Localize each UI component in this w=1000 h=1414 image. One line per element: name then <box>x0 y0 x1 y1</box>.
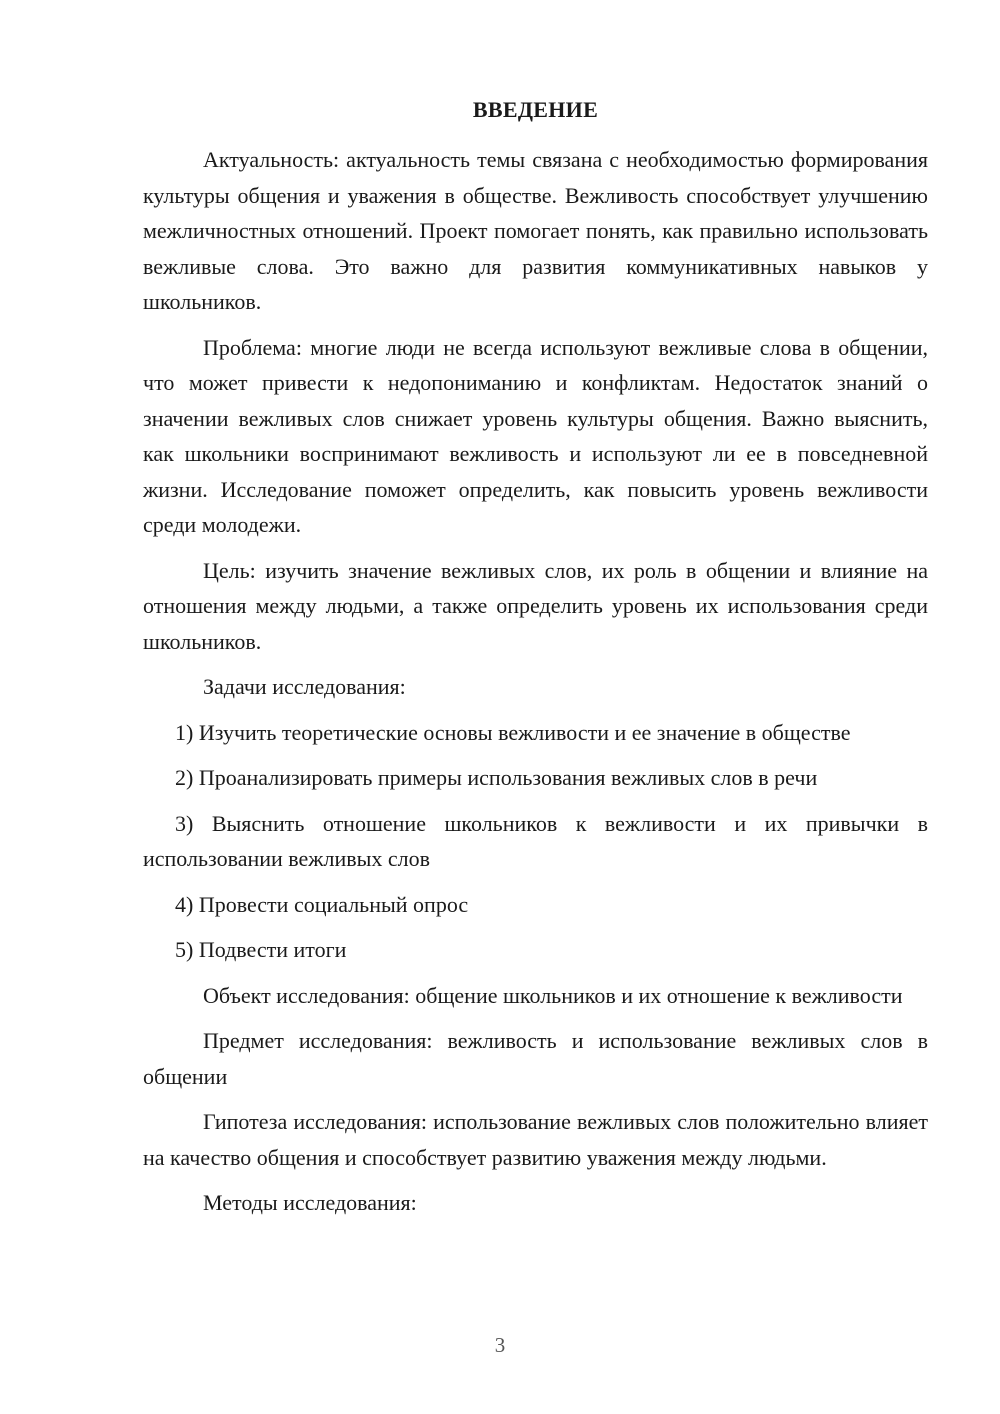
object-paragraph: Объект исследования: общение школьников и их отношение к вежливости <box>203 982 903 1008</box>
page-number: 3 <box>494 1333 506 1357</box>
hypothesis-paragraph: Гипотеза исследования: использование вежливых слов положительно влияет на качество общения и способствует развитию уважения между людьми. <box>143 1109 928 1170</box>
tasks-heading: Задачи исследования: <box>203 674 406 699</box>
problem-paragraph: Проблема: многие люди не всегда используют вежливые слова в общении, что может привести к недопониманию и конфликтам. Недостаток знаний о значении вежливых слов снижает уровень культуры общения. Важно выяснить, как школьники воспринимают вежливость и используют ли ее в повседневной жизни. Исследование поможет определить, как повысить уровень вежливости среди молодежи. <box>143 334 928 537</box>
task-item-5: 5) Подвести итоги <box>175 937 347 962</box>
methods-heading: Методы исследования: <box>203 1190 417 1215</box>
document-page <box>143 92 928 1231</box>
task-item-4: 4) Провести социальный опрос <box>175 891 469 917</box>
task-item-3: 3) Выяснить отношение школьников к вежливости и их привычки в использовании вежливых слов <box>143 810 928 871</box>
task-item-1: 1) Изучить теоретические основы вежливости и ее значение в обществе <box>175 719 851 745</box>
subject-paragraph: Предмет исследования: вежливость и использование вежливых слов в общении <box>143 1028 928 1089</box>
document-title: ВВЕДЕНИЕ <box>472 97 599 122</box>
task-item-2: 2) Проанализировать примеры использования вежливых слов в речи <box>175 765 818 790</box>
goal-paragraph: Цель: изучить значение вежливых слов, их роль в общении и влияние на отношения между людьми, а также определить уровень их использования среди школьников. <box>143 557 928 654</box>
relevance-paragraph: Актуальность: актуальность темы связана с необходимостью формирования культуры общения и уважения в обществе. Вежливость способствует улучшению межличностных отношений. Проект помогает понять, как правильно использовать вежливые слова. Это важно для развития коммуникативных навыков у школьников. <box>143 147 928 314</box>
